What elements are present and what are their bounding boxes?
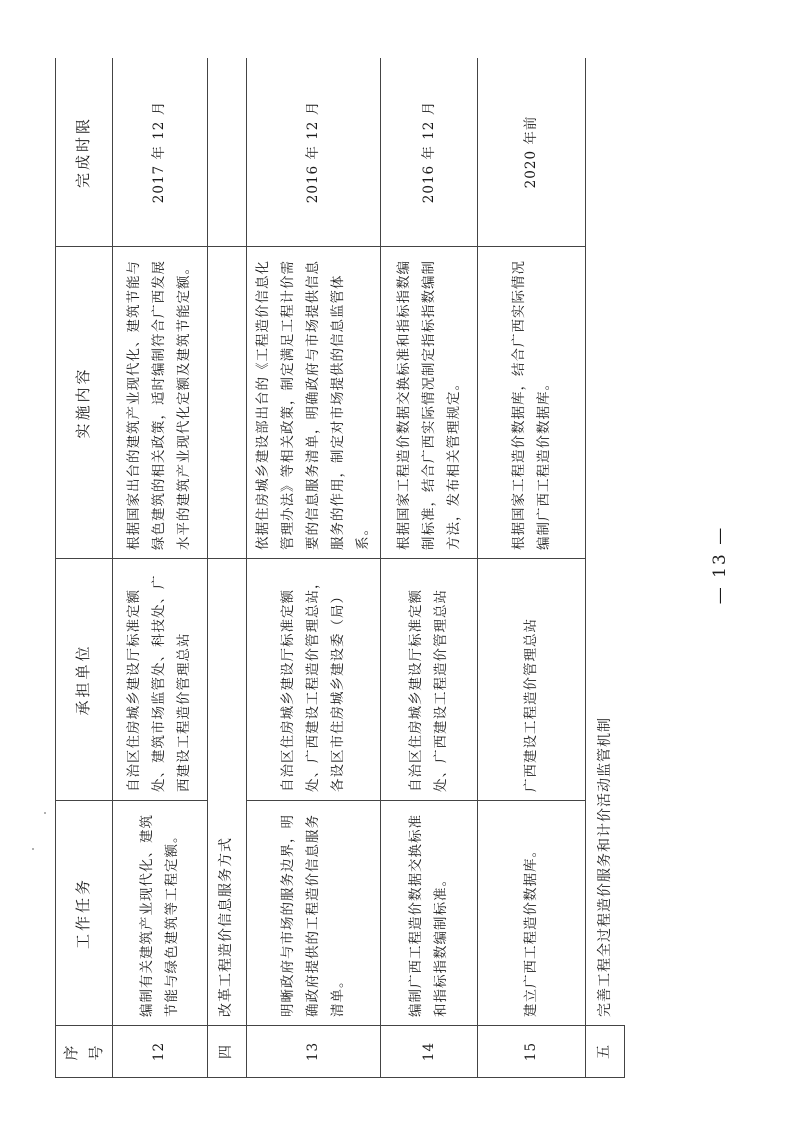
page-number xyxy=(700,520,740,610)
header-seq: 序号 xyxy=(56,1026,113,1078)
row-15-seq: 15 xyxy=(478,1026,585,1078)
header-row xyxy=(56,58,113,1078)
row-15-deadline: 2020 年前 xyxy=(478,58,585,247)
section-4-empty-content xyxy=(207,247,246,559)
header-content: 实施内容 xyxy=(56,247,113,559)
row-12-seq: 12 xyxy=(112,1026,207,1078)
table-region xyxy=(55,58,625,1078)
row-15-content: 根据国家工程造价数据库，结合广西实际情况编制广西工程造价数据库。 xyxy=(478,247,585,559)
row-12-content: 根据国家出台的建筑产业现代化、建筑节能与绿色建筑的相关政策，适时编制符合广西发展水平的建筑产业现代化定额及建筑节能定额。 xyxy=(112,247,207,559)
row-12-deadline: 2017 年 12 月 xyxy=(112,58,207,247)
row-14-unit: 自治区住房城乡建设厅标准定额处、广西建设工程造价管理总站 xyxy=(381,559,478,801)
header-unit: 承担单位 xyxy=(56,559,113,801)
section-5-seq: 五 xyxy=(585,1026,624,1078)
row-13-deadline: 2016 年 12 月 xyxy=(247,58,381,247)
table-row-13 xyxy=(247,58,381,1078)
scan-speck xyxy=(44,812,46,814)
scan-speck xyxy=(32,848,34,850)
row-12-task: 编制有关建筑产业现代化、建筑节能与绿色建筑等工程定额。 xyxy=(112,801,207,1026)
implementation-table xyxy=(55,58,625,1078)
row-13-task: 明晰政府与市场的服务边界，明确政府提供的工程造价信息服务清单。 xyxy=(247,801,381,1026)
rotated-table-page xyxy=(55,58,625,1078)
row-13-seq: 13 xyxy=(247,1026,381,1078)
page-number-text: — 13 — xyxy=(710,525,730,605)
table-row-15 xyxy=(478,58,585,1078)
section-row-5 xyxy=(585,58,624,1078)
table-row-14 xyxy=(381,58,478,1078)
section-4-title: 改革工程造价信息服务方式 xyxy=(207,559,246,1026)
section-row-4 xyxy=(207,58,246,1078)
row-14-seq: 14 xyxy=(381,1026,478,1078)
row-14-task: 编制广西工程造价数据交换标准和指标指数编制标准。 xyxy=(381,801,478,1026)
section-5-title: 完善工程全过程造价服务和计价活动监管机制 xyxy=(585,58,624,1026)
section-4-empty-deadline xyxy=(207,58,246,247)
header-deadline: 完成时限 xyxy=(56,58,113,247)
row-14-deadline: 2016 年 12 月 xyxy=(381,58,478,247)
header-task: 工作任务 xyxy=(56,801,113,1026)
row-13-content: 依据住房城乡建设部出台的《工程造价信息化管理办法》等相关政策，制定满足工程计价需要的信息服务清单，明确政府与市场提供信息服务的作用，制定对市场提供的信息监管体系。 xyxy=(247,247,381,559)
row-15-unit: 广西建设工程造价管理总站 xyxy=(478,559,585,801)
row-13-unit: 自治区住房城乡建设厅标准定额处、广西建设工程造价管理总站，各设区市住房城乡建设委（局） xyxy=(247,559,381,801)
section-4-seq: 四 xyxy=(207,1026,246,1078)
row-15-task: 建立广西工程造价数据库。 xyxy=(478,801,585,1026)
table-row-12 xyxy=(112,58,207,1078)
row-12-unit: 自治区住房城乡建设厅标准定额处、建筑市场监管处、科技处、广西建设工程造价管理总站 xyxy=(112,559,207,801)
row-14-content: 根据国家工程造价数据交换标准和指标指数编制标准，结合广西实际情况制定指标指数编制方法，发布相关管理规定。 xyxy=(381,247,478,559)
